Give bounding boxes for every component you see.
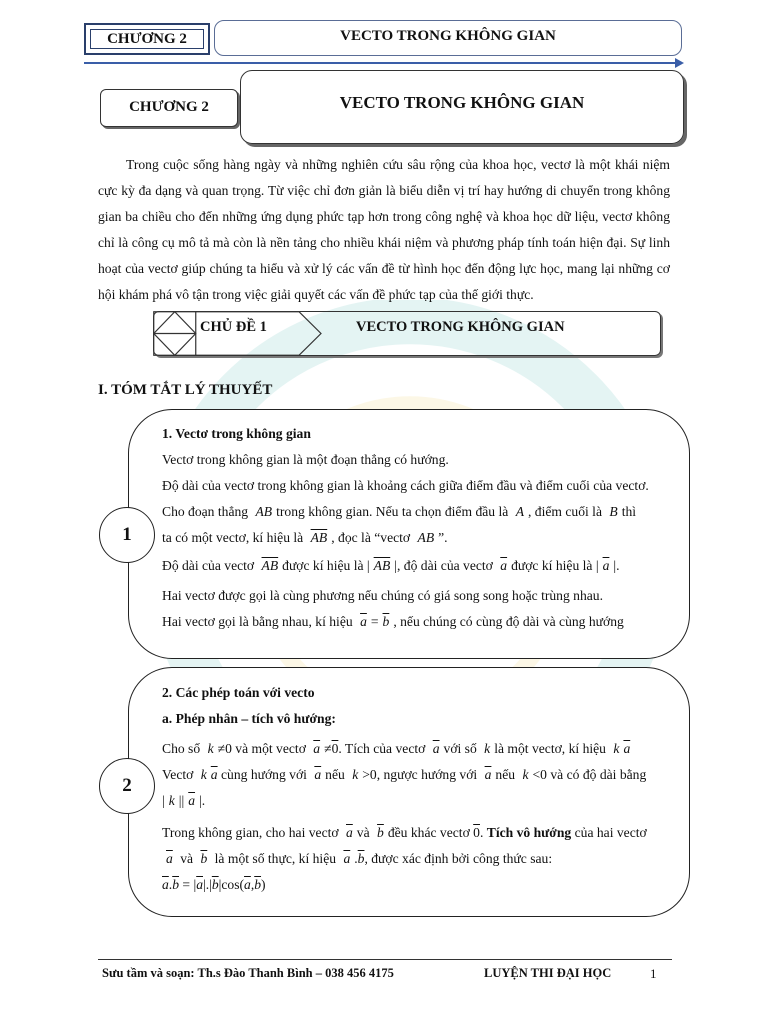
box1-content: 1. Vectơ trong không gian Vectơ trong không gian là một đoạn thẳng có hướng. Độ dài của vectơ trong không gian là khoảng cách giữa điểm đầu và điểm cuối của vectơ. Cho đoạn thẳng AB trong không gian. Nếu ta chọn điểm đầu là A , điểm cuối là B thì ta có một vectơ, kí hiệu là $\overline{AB}$ , đọc là “vectơ AB ”. Độ dài của vectơ $\overline{AB}$ được kí hiệu là | $\overline{AB}$ |, độ dài của vectơ $\overline{a}$ được kí hiệu là | $\overline{a}$ |. Hai vectơ được gọi là cùng phương nếu chúng có giá song song hoặc trùng nhau. Hai vectơ gọi là bằng nhau, kí hiệu $\overline{a} = \overline{b}$ , nếu chúng có cùng độ dài và cùng hướng: [162, 421, 682, 635]
box2-subheading: a. Phép nhân – tích vô hướng:: [162, 711, 336, 726]
box-number-1: 1: [99, 507, 155, 563]
footer-author: Sưu tầm và soạn: Th.s Đào Thanh Bình – 038 456 4175: [102, 966, 394, 980]
topic-label: CHỦ ĐỀ 1: [200, 319, 267, 335]
chapter-label-box: CHƯƠNG 2: [100, 89, 238, 127]
footer-rule: [98, 959, 672, 960]
arrow-right-icon: [675, 58, 684, 68]
page-number: 1: [650, 966, 657, 981]
box-number-2: 2: [99, 758, 155, 814]
intro-paragraph: Trong cuộc sống hàng ngày và những nghiên cứu sâu rộng của khoa học, vectơ là một khái niệm cực kỳ đa dạng và quan trọng. Từ việc chỉ đơn giản là biểu diễn vị trí hay hướng di chuyển trong không gian ba chiều cho đến những ứng dụng phức tạp hơn trong công nghệ và khoa học dữ liệu, vectơ không chỉ là công cụ mô tả mà còn là nền tảng cho nhiều khái niệm và phương pháp tính toán hiện đại. Sự linh hoạt của vectơ giúp chúng ta hiểu và xử lý các vấn đề từ hình học đến động lực học, mang lại những cơ hội khám phá vô tận trong việc giải quyết các vấn đề phức tạp của thế giới thực.: [98, 157, 670, 302]
footer-course: LUYỆN THI ĐẠI HỌC: [484, 966, 612, 980]
chapter-title-banner: VECTO TRONG KHÔNG GIAN: [240, 70, 684, 144]
box1-heading: 1. Vectơ trong không gian: [162, 426, 311, 441]
header-chapter-label: CHƯƠNG 2: [107, 30, 187, 47]
section-heading: I. TÓM TẮT LÝ THUYẾT: [98, 382, 273, 398]
header-rule: [84, 62, 678, 64]
box2-heading: 2. Các phép toán với vecto: [162, 685, 315, 700]
box2-content: 2. Các phép toán với vecto a. Phép nhân – tích vô hướng: Cho số k ≠0 và một vectơ $\overline{a} \ne 0$. Tích của vectơ $\overline{a}$ với số k là một vectơ, kí hiệu k $\overline{a}$ Vectơ k $\overline{a}$ cùng hướng với $\overline{a}$ nếu k >0, ngược hướng với $\overline{a}$ nếu k <0 và có độ dài bằng | k || $\overline{a}$ |. Trong không gian, cho hai vectơ $\overline{a}$ và $\overline{b}$ đều khác vectơ 0. Tích vô hướng của hai vectơ $\overline{a}$ và $\overline{b}$ là một số thực, kí hiệu $\overline{a}$ $.\overline{b}$, được xác định bởi công thức sau: $\overline{a}.\overline{b} = |\overline{a}|.|\overline{b}|\cos(\overline{a},\overline{b})$: [162, 680, 682, 898]
header-chapter-box: [84, 23, 210, 55]
header-title: VECTO TRONG KHÔNG GIAN: [214, 20, 682, 56]
topic-title: VECTO TRONG KHÔNG GIAN: [356, 319, 565, 335]
